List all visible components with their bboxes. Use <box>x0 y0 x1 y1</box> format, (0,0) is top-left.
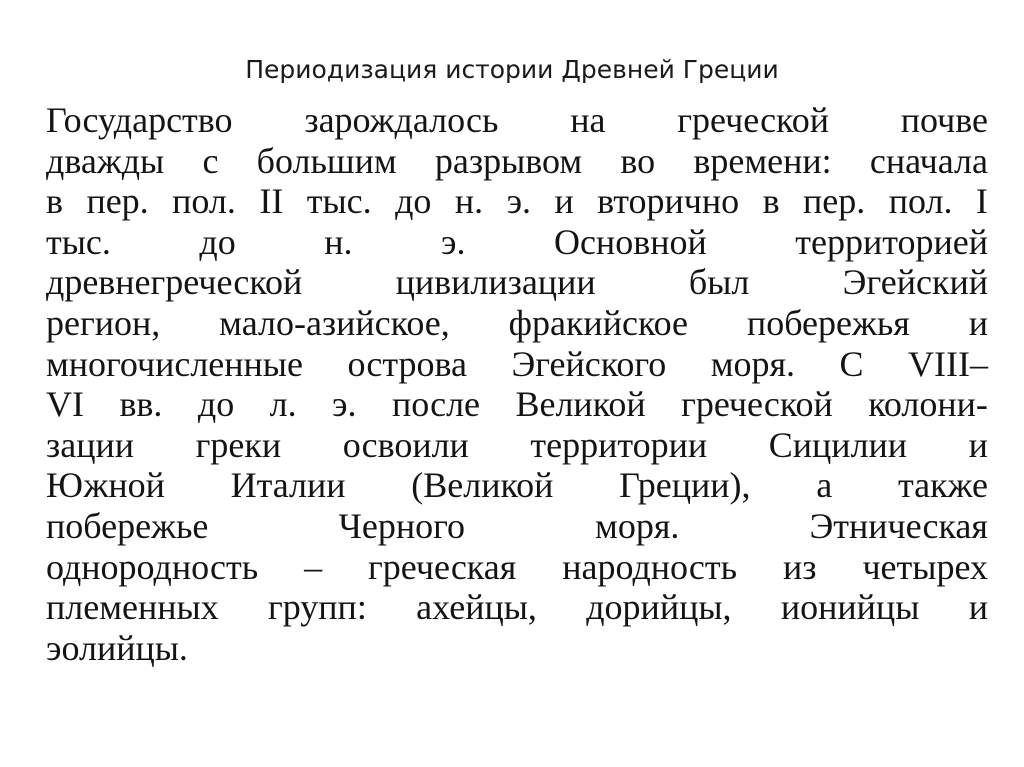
body-word: из <box>783 546 817 587</box>
body-word: фракийское <box>508 302 689 343</box>
body-word: греческая <box>368 546 517 587</box>
body-word: однородность <box>46 546 259 587</box>
body-word: пер. <box>86 181 149 222</box>
body-word: мало-азийское, <box>219 302 450 343</box>
body-word: многочисленные <box>46 343 303 384</box>
body-word: побережье <box>46 505 209 546</box>
body-word: н. <box>454 181 484 222</box>
body-line <box>46 425 988 466</box>
body-line <box>46 547 988 588</box>
body-word: моря. <box>595 505 680 546</box>
body-line <box>46 141 988 182</box>
body-word: на <box>570 100 606 140</box>
body-word: в <box>46 181 63 222</box>
body-word: зарождалось <box>304 100 499 140</box>
body-word: Италии <box>230 465 346 506</box>
body-word: Сицилии <box>768 424 908 465</box>
body-word: I <box>975 181 988 222</box>
body-word: и <box>968 302 988 343</box>
body-word: сначала <box>869 140 988 181</box>
body-line <box>46 303 988 344</box>
body-line <box>46 628 988 669</box>
body-word: территории <box>530 424 708 465</box>
body-word: древнегреческой <box>46 262 303 303</box>
body-word: зации <box>46 424 134 465</box>
body-line <box>46 100 988 141</box>
body-word: греческой <box>681 384 833 425</box>
body-word: после <box>391 384 481 425</box>
body-word: большим <box>256 140 397 181</box>
body-line <box>46 344 988 385</box>
body-word: VIII– <box>907 343 988 384</box>
body-word: дорийцы, <box>586 587 732 628</box>
body-word: был <box>688 262 750 303</box>
body-word: дважды <box>46 140 165 181</box>
body-word: Эгейский <box>842 262 988 303</box>
body-line <box>46 465 988 506</box>
body-word: с <box>202 140 219 181</box>
body-word: острова <box>347 343 467 384</box>
body-word: Эгейского <box>511 343 667 384</box>
slide-title: Периодизация истории Древней Греции <box>245 55 779 84</box>
body-line <box>46 384 988 425</box>
body-word: Этническая <box>809 505 988 546</box>
body-word: ахейцы, <box>416 587 537 628</box>
body-word: тыс. <box>46 221 111 262</box>
body-word: разрывом <box>434 140 583 181</box>
slide-body <box>46 100 988 668</box>
body-word: побережья <box>746 302 910 343</box>
body-word: вторично <box>597 181 740 222</box>
body-line <box>46 587 988 628</box>
body-word: почве <box>900 100 988 140</box>
body-word: до <box>199 221 236 262</box>
body-line <box>46 506 988 547</box>
body-word: также <box>897 465 988 506</box>
body-word: до <box>395 181 432 222</box>
body-line <box>46 262 988 303</box>
body-word: вв. <box>119 384 163 425</box>
body-word: тыс. <box>306 181 372 222</box>
body-word: территорией <box>795 221 988 262</box>
body-word: а <box>816 465 833 506</box>
body-word: л. <box>269 384 297 425</box>
body-word: пол. <box>172 181 236 222</box>
body-word: э. <box>332 384 357 425</box>
body-word: и <box>968 424 988 465</box>
body-word: четырех <box>862 546 988 587</box>
body-word: эолийцы. <box>46 627 188 668</box>
body-word: Черного <box>338 505 465 546</box>
body-word: освоили <box>342 424 469 465</box>
body-word: Основной <box>553 221 707 262</box>
body-word: регион, <box>46 302 161 343</box>
body-word: э. <box>506 181 532 222</box>
body-word: времени: <box>693 140 832 181</box>
body-word: ионийцы <box>780 587 920 628</box>
body-word: Греции), <box>619 465 751 506</box>
body-word: – <box>304 546 323 587</box>
body-word: Государство <box>46 100 233 140</box>
body-word: (Великой <box>411 465 554 506</box>
body-word: VI <box>46 384 84 425</box>
body-word: э. <box>441 221 466 262</box>
body-word: пер. <box>803 181 866 222</box>
body-word: II <box>259 181 284 222</box>
body-word: до <box>197 384 235 425</box>
body-word: пол. <box>888 181 953 222</box>
body-word: греческой <box>677 100 829 140</box>
body-word: колони- <box>868 384 988 425</box>
body-word: цивилизации <box>395 262 596 303</box>
body-word: групп: <box>268 587 367 628</box>
body-word: Южной <box>46 465 165 506</box>
body-word: в <box>762 181 780 222</box>
body-word: греки <box>195 424 282 465</box>
body-word: моря. <box>710 343 796 384</box>
body-word: племенных <box>46 587 219 628</box>
body-line <box>46 222 988 263</box>
body-word: во <box>620 140 656 181</box>
body-word: С <box>839 343 864 384</box>
body-line <box>46 181 988 222</box>
body-word: народность <box>562 546 738 587</box>
body-word: Великой <box>515 384 646 425</box>
body-word: н. <box>324 221 353 262</box>
body-word: и <box>554 181 574 222</box>
body-word: и <box>968 587 988 628</box>
